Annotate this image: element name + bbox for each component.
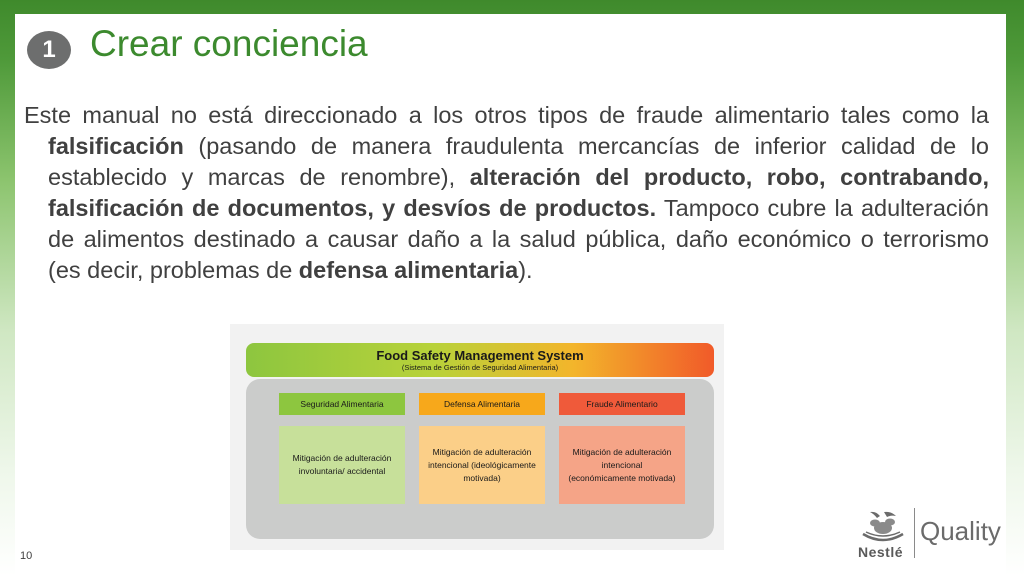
body-bold-3: defensa alimentaria (298, 257, 519, 283)
column-body-fraude-text: Mitigación de adulteración intencional (económicamente motivada) (568, 446, 676, 483)
body-bold-2: alteración del producto, robo, contrabando, falsificación de documentos, y desvíos de productos. (48, 164, 989, 221)
nestle-quality-logo (856, 506, 1006, 566)
body-text-4: ). (518, 257, 533, 283)
fsms-panel (246, 379, 714, 539)
body-bold-1: falsificación (48, 133, 184, 159)
fsms-subtitle: (Sistema de Gestión de Seguridad Alimentaria) (401, 363, 559, 372)
body-text-1: Este manual no está direccionado a los otros tipos de fraude alimentario tales como la (24, 102, 989, 128)
column-body-defensa-text: Mitigación de adulteración intencional (ideológicamente motivada) (428, 446, 536, 483)
fsms-header-bar (246, 343, 714, 377)
column-body-fraude (559, 426, 685, 504)
page-number: 10 (20, 550, 33, 562)
section-number-badge: 1 (27, 31, 71, 69)
nest-birds-icon (860, 508, 906, 544)
fsms-diagram (230, 324, 724, 550)
body-text-3: Tampoco cubre la adulteración de alimentos destinado a causar daño a la salud pública, daño económico o terrorismo (es decir, problemas de (48, 195, 989, 283)
column-header-fraude: Fraude Alimentario (559, 393, 685, 415)
column-header-seguridad: Seguridad Alimentaria (279, 393, 405, 415)
nestle-wordmark: Nestlé (858, 544, 904, 560)
fsms-title: Food Safety Management System (376, 348, 584, 363)
body-paragraph (24, 100, 989, 286)
quality-wordmark: Quality (920, 516, 1001, 546)
column-body-seguridad-text: Mitigación de adulteración involuntaria/ accidental (292, 453, 392, 476)
slide-title: Crear conciencia (90, 23, 368, 64)
column-body-seguridad (279, 426, 405, 504)
logo-divider (914, 508, 915, 558)
column-body-defensa (419, 426, 545, 504)
body-text-2: (pasando de manera fraudulenta mercancías de inferior calidad de lo establecido y marcas de renombre), (48, 133, 989, 190)
column-header-defensa: Defensa Alimentaria (419, 393, 545, 415)
